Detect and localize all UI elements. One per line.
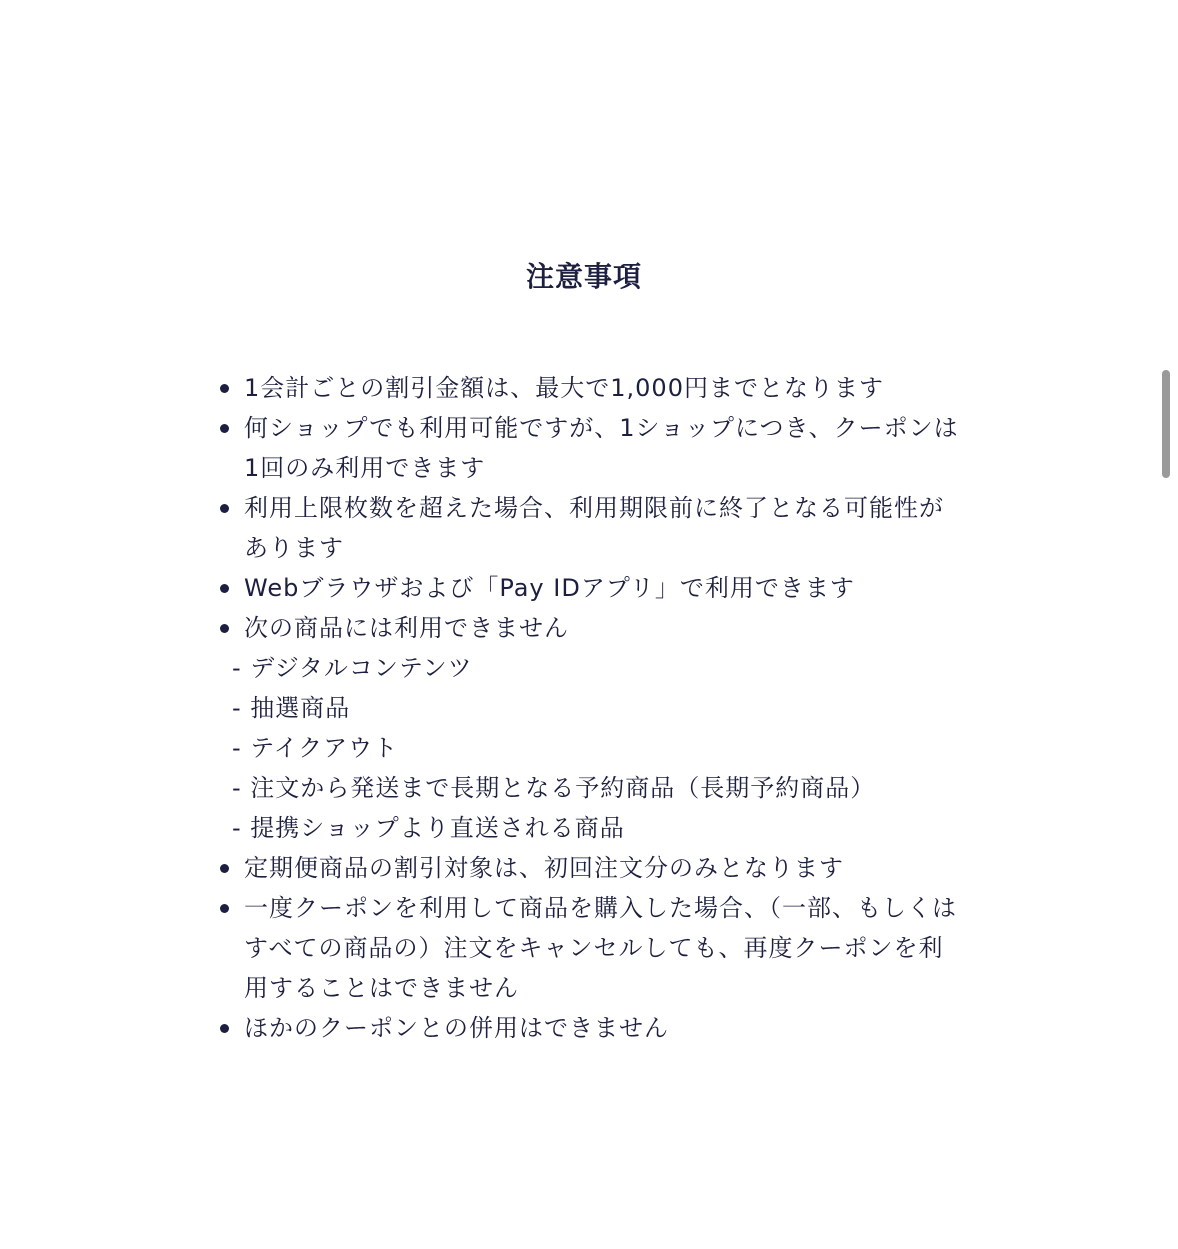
notice-item (208, 408, 968, 488)
bullet-icon (220, 384, 229, 393)
notice-item (208, 888, 968, 1008)
notice-item-text: 何ショップでも利用可能ですが、1ショップにつき、クーポンは1回のみ利用できます (244, 414, 959, 482)
notice-item-text: 次の商品には利用できません (244, 614, 569, 642)
bullet-icon (220, 864, 229, 873)
notice-item-text: 一度クーポンを利用して商品を購入した場合、（一部、もしくはすべての商品の）注文をキャンセルしても、再度クーポンを利用することはできません (244, 894, 957, 1002)
notice-item (208, 368, 968, 408)
excluded-item: - 提携ショップより直送される商品 (232, 814, 625, 842)
notice-item-text: 1会計ごとの割引金額は、最大で1,000円までとなります (244, 374, 884, 402)
bullet-icon (220, 504, 229, 513)
excluded-item: - 注文から発送まで長期となる予約商品（長期予約商品） (232, 774, 876, 802)
vertical-scrollbar[interactable] (1160, 0, 1172, 1249)
notice-item (208, 608, 968, 848)
bullet-icon (220, 584, 229, 593)
notice-list (208, 368, 968, 1048)
excluded-item: - デジタルコンテンツ (232, 654, 473, 682)
notice-item-text: 定期便商品の割引対象は、初回注文分のみとなります (244, 854, 844, 882)
excluded-item: - 抽選商品 (232, 694, 351, 722)
notice-item-text: Webブラウザおよび「Pay IDアプリ」で利用できます (244, 574, 855, 602)
notice-item (208, 488, 968, 568)
scrollbar-thumb[interactable] (1162, 370, 1170, 478)
notice-item (208, 1008, 968, 1048)
notice-item (208, 848, 968, 888)
bullet-icon (220, 1024, 229, 1033)
notice-item-text: 利用上限枚数を超えた場合、利用期限前に終了となる可能性があります (244, 494, 944, 562)
excluded-item: - テイクアウト (232, 734, 399, 762)
notice-item-text: ほかのクーポンとの併用はできません (244, 1014, 669, 1042)
bullet-icon (220, 424, 229, 433)
notice-title: 注意事項 (525, 260, 642, 294)
bullet-icon (220, 904, 229, 913)
bullet-icon (220, 624, 229, 633)
excluded-items-list (232, 648, 968, 848)
notice-item (208, 568, 968, 608)
